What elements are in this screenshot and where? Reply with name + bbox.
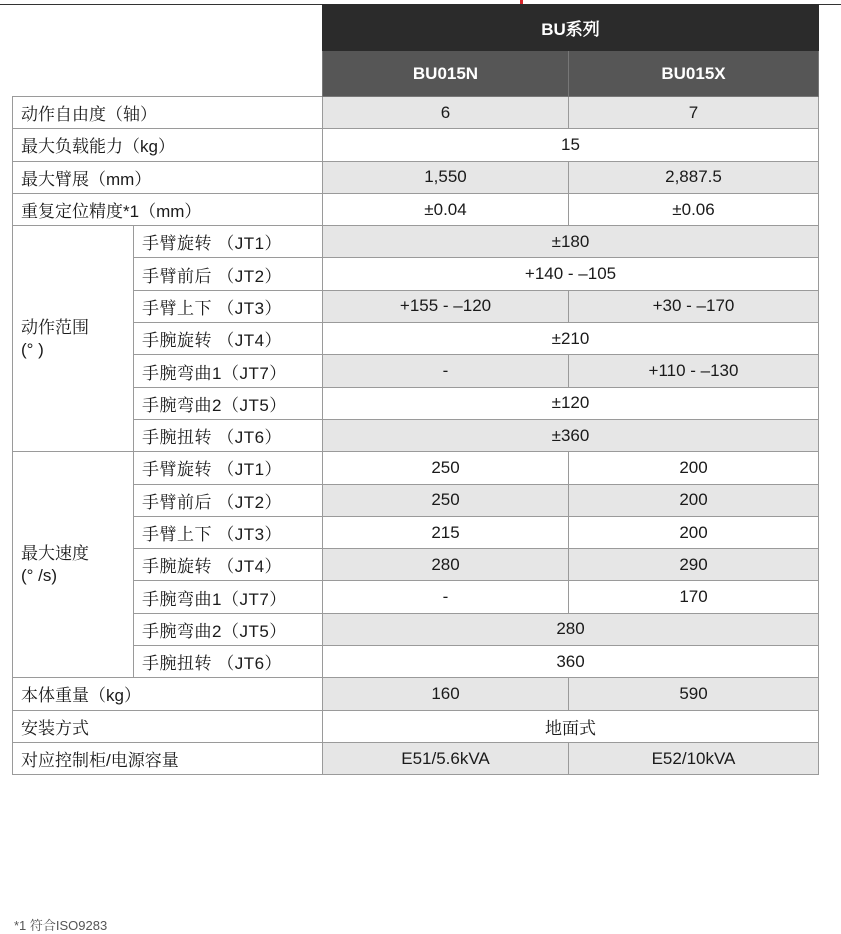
- row-label-weight: 本体重量（kg）: [13, 678, 323, 710]
- table-row: [13, 710, 819, 742]
- cell-value-b: 200: [569, 452, 819, 484]
- sub-label: 手腕旋转 （JT4）: [134, 323, 323, 355]
- cell-reach-a: 1,550: [323, 161, 569, 193]
- cell-value-a: -: [323, 355, 569, 387]
- cell-value-b: 170: [569, 581, 819, 613]
- model-header-a: BU015N: [323, 51, 569, 97]
- sub-label: 手腕旋转 （JT4）: [134, 549, 323, 581]
- table-row: [13, 387, 819, 419]
- row-label-dof: 动作自由度（轴）: [13, 97, 323, 129]
- series-header: BU系列: [323, 5, 819, 51]
- sub-label: 手腕弯曲1（JT7）: [134, 581, 323, 613]
- row-label-mount: 安装方式: [13, 710, 323, 742]
- sub-label: 手腕弯曲1（JT7）: [134, 355, 323, 387]
- table-row: [13, 581, 819, 613]
- group-label-motion: [13, 226, 134, 452]
- cell-reach-b: 2,887.5: [569, 161, 819, 193]
- cell-value-a: 250: [323, 452, 569, 484]
- sub-label: 手臂前后 （JT2）: [134, 484, 323, 516]
- table-row: [13, 258, 819, 290]
- cell-value-b: +110 - –130: [569, 355, 819, 387]
- cell-value-b: 200: [569, 516, 819, 548]
- cell-value: ±210: [323, 323, 819, 355]
- table-row: [13, 129, 819, 161]
- table-row: [13, 678, 819, 710]
- table-row: [13, 97, 819, 129]
- row-label-controller: 对应控制柜/电源容量: [13, 742, 323, 774]
- footnote: *1 符合ISO9283: [14, 918, 108, 933]
- sub-label: 手臂上下 （JT3）: [134, 290, 323, 322]
- cell-controller-a: E51/5.6kVA: [323, 742, 569, 774]
- cell-value: ±360: [323, 419, 819, 451]
- cell-value: ±120: [323, 387, 819, 419]
- cell-value-b: 290: [569, 549, 819, 581]
- table-row: [13, 323, 819, 355]
- group-title: 动作范围: [21, 317, 89, 337]
- table-row: [13, 484, 819, 516]
- sub-label: 手腕扭转 （JT6）: [134, 419, 323, 451]
- table-row: [13, 161, 819, 193]
- cell-dof-a: 6: [323, 97, 569, 129]
- model-header-b: BU015X: [569, 51, 819, 97]
- sub-label: 手臂旋转 （JT1）: [134, 452, 323, 484]
- cell-value-b: 200: [569, 484, 819, 516]
- table-row: [13, 355, 819, 387]
- row-label-reach: 最大臂展（mm）: [13, 161, 323, 193]
- cell-value: 280: [323, 613, 819, 645]
- table-row: [13, 613, 819, 645]
- table-row: [13, 290, 819, 322]
- table-row: [13, 646, 819, 678]
- spec-table: [12, 4, 819, 775]
- table-row: [13, 419, 819, 451]
- cell-value: +140 - –105: [323, 258, 819, 290]
- cell-value-a: +155 - –120: [323, 290, 569, 322]
- cell-payload: 15: [323, 129, 819, 161]
- table-row: [13, 516, 819, 548]
- cell-dof-b: 7: [569, 97, 819, 129]
- row-label-payload: 最大负载能力（kg）: [13, 129, 323, 161]
- cell-value-a: -: [323, 581, 569, 613]
- cell-mount: 地面式: [323, 710, 819, 742]
- cell-value: 360: [323, 646, 819, 678]
- cell-weight-a: 160: [323, 678, 569, 710]
- table-row: [13, 742, 819, 774]
- cell-value-a: 215: [323, 516, 569, 548]
- sub-label: 手腕弯曲2（JT5）: [134, 613, 323, 645]
- table-row: [13, 226, 819, 258]
- group-unit: (° /s): [21, 565, 58, 585]
- table-row: [13, 452, 819, 484]
- sub-label: 手腕弯曲2（JT5）: [134, 387, 323, 419]
- cell-controller-b: E52/10kVA: [569, 742, 819, 774]
- cell-value: ±180: [323, 226, 819, 258]
- header-blank: [13, 5, 323, 51]
- header-blank: [13, 51, 323, 97]
- row-label-repeat: 重复定位精度*1（mm）: [13, 193, 323, 225]
- sub-label: 手臂旋转 （JT1）: [134, 226, 323, 258]
- group-unit: (° ): [21, 339, 44, 359]
- group-label-speed: [13, 452, 134, 678]
- cell-weight-b: 590: [569, 678, 819, 710]
- sub-label: 手腕扭转 （JT6）: [134, 646, 323, 678]
- table-row: [13, 549, 819, 581]
- sub-label: 手臂上下 （JT3）: [134, 516, 323, 548]
- cell-repeat-b: ±0.06: [569, 193, 819, 225]
- cell-repeat-a: ±0.04: [323, 193, 569, 225]
- cell-value-a: 250: [323, 484, 569, 516]
- sub-label: 手臂前后 （JT2）: [134, 258, 323, 290]
- group-title: 最大速度: [21, 543, 89, 563]
- cell-value-a: 280: [323, 549, 569, 581]
- cell-value-b: +30 - –170: [569, 290, 819, 322]
- table-row: [13, 193, 819, 225]
